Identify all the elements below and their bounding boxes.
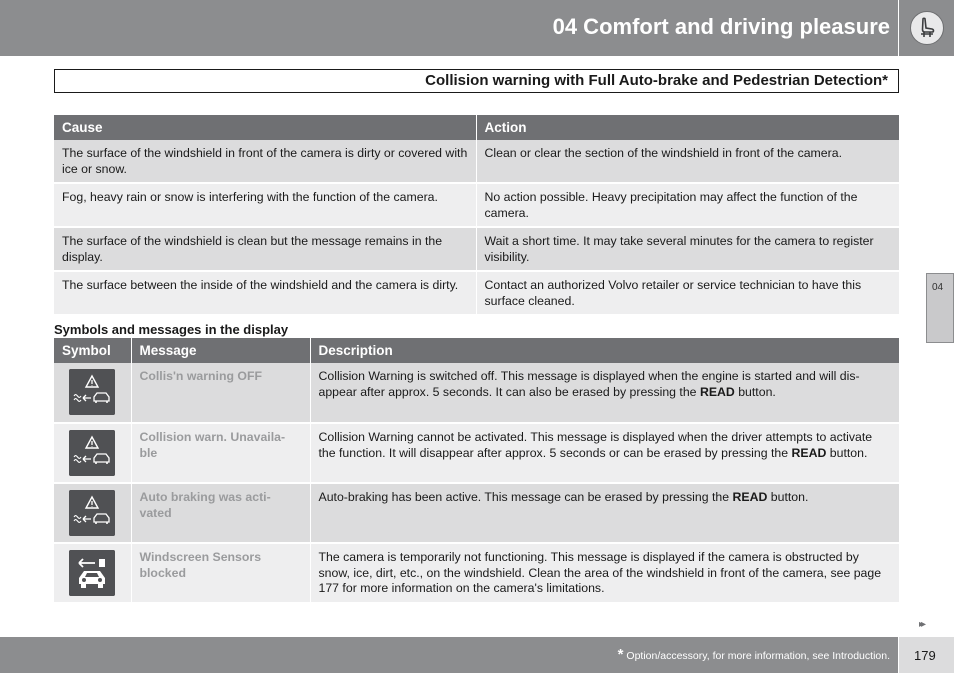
- symbol-cell: [54, 483, 131, 543]
- action-cell: Clean or clear the section of the windshield in front of the camera.: [476, 140, 899, 183]
- chapter-icon-box: [899, 0, 954, 56]
- footer-bar: [0, 637, 898, 673]
- car-seat-icon: [910, 11, 944, 45]
- description-cell: The camera is temporarily not functioning. This message is displayed if the camera is obstructed by snow, ice, dirt, etc., on the windshield. Clean the area of the windshield in front of the camera, see page 177 for more information on the camera's limitations.: [310, 543, 899, 603]
- chapter-side-tab[interactable]: [926, 273, 954, 343]
- chapter-title: 04 Comfort and driving pleasure: [552, 14, 890, 39]
- symbols-heading: Symbols and messages in the display: [54, 322, 289, 337]
- table-row: [54, 140, 899, 183]
- message-cell: Collis'n warning OFF: [131, 363, 310, 423]
- page-number-box: [899, 637, 954, 673]
- cause-cell: The surface between the inside of the windshield and the camera is dirty.: [54, 271, 476, 315]
- read-button-label: READ: [791, 445, 827, 460]
- read-button-label: READ: [732, 490, 768, 504]
- action-cell: No action possible. Heavy precipitation may affect the function of the camera.: [476, 183, 899, 227]
- collision-warning-icon: [69, 430, 115, 476]
- footnote: [618, 646, 890, 663]
- cause-cell: The surface of the windshield is clean but the message remains in the display.: [54, 227, 476, 271]
- cause-cell: Fog, heavy rain or snow is interfering with the function of the camera.: [54, 183, 476, 227]
- section-title: Collision warning with Full Auto-brake and Pedestrian Detection*: [425, 72, 888, 89]
- column-header-symbol: Symbol: [54, 338, 131, 363]
- message-cell: Windscreen Sensors blocked: [131, 543, 310, 603]
- footnote-text: Option/accessory, for more information, see Introduction.: [623, 650, 890, 662]
- column-header-description: Description: [310, 338, 899, 363]
- description-cell: Auto-braking has been active. This message can be erased by pressing the READ button.: [310, 483, 899, 543]
- column-header-cause: Cause: [54, 115, 476, 140]
- action-cell: Wait a short time. It may take several minutes for the camera to register visibility.: [476, 227, 899, 271]
- action-cell: Contact an authorized Volvo retailer or service technician to have this surface cleaned.: [476, 271, 899, 315]
- collision-warning-icon: [69, 369, 115, 415]
- column-header-action: Action: [476, 115, 899, 140]
- message-cell: Collision warn. Unavaila-ble: [131, 423, 310, 483]
- message-cell: Auto braking was acti-vated: [131, 483, 310, 543]
- table-row: [54, 363, 899, 423]
- table-row: [54, 227, 899, 271]
- symbol-cell: [54, 363, 131, 423]
- column-header-message: Message: [131, 338, 310, 363]
- camera-sensor-blocked-icon: [69, 550, 115, 596]
- cause-action-table: [54, 115, 899, 316]
- table-row: [54, 483, 899, 543]
- symbols-table: [54, 338, 899, 604]
- table-row: [54, 183, 899, 227]
- description-cell: Collision Warning cannot be activated. This message is displayed when the driver attempts to activate the function. It will disappear after approx. 5 seconds or can be erased by pressing the READ button.: [310, 423, 899, 483]
- symbol-cell: [54, 423, 131, 483]
- header-bar: [0, 0, 898, 56]
- table-row: [54, 543, 899, 603]
- footnote-star: *: [617, 646, 624, 663]
- table-row: [54, 423, 899, 483]
- page-number: 179: [914, 648, 936, 663]
- cause-cell: The surface of the windshield in front of the camera is dirty or covered with ice or snow.: [54, 140, 476, 183]
- table-row: [54, 271, 899, 315]
- next-page-arrows-icon: ▸▸: [919, 619, 924, 630]
- collision-warning-icon: [69, 490, 115, 536]
- chapter-tab-label: 04: [932, 282, 944, 293]
- description-cell: Collision Warning is switched off. This message is displayed when the engine is started and will dis-appear after approx. 5 seconds. It can also be erased by pressing the READ button.: [310, 363, 899, 423]
- section-title-box: [54, 69, 899, 93]
- symbol-cell: [54, 543, 131, 603]
- read-button-label: READ: [699, 384, 735, 399]
